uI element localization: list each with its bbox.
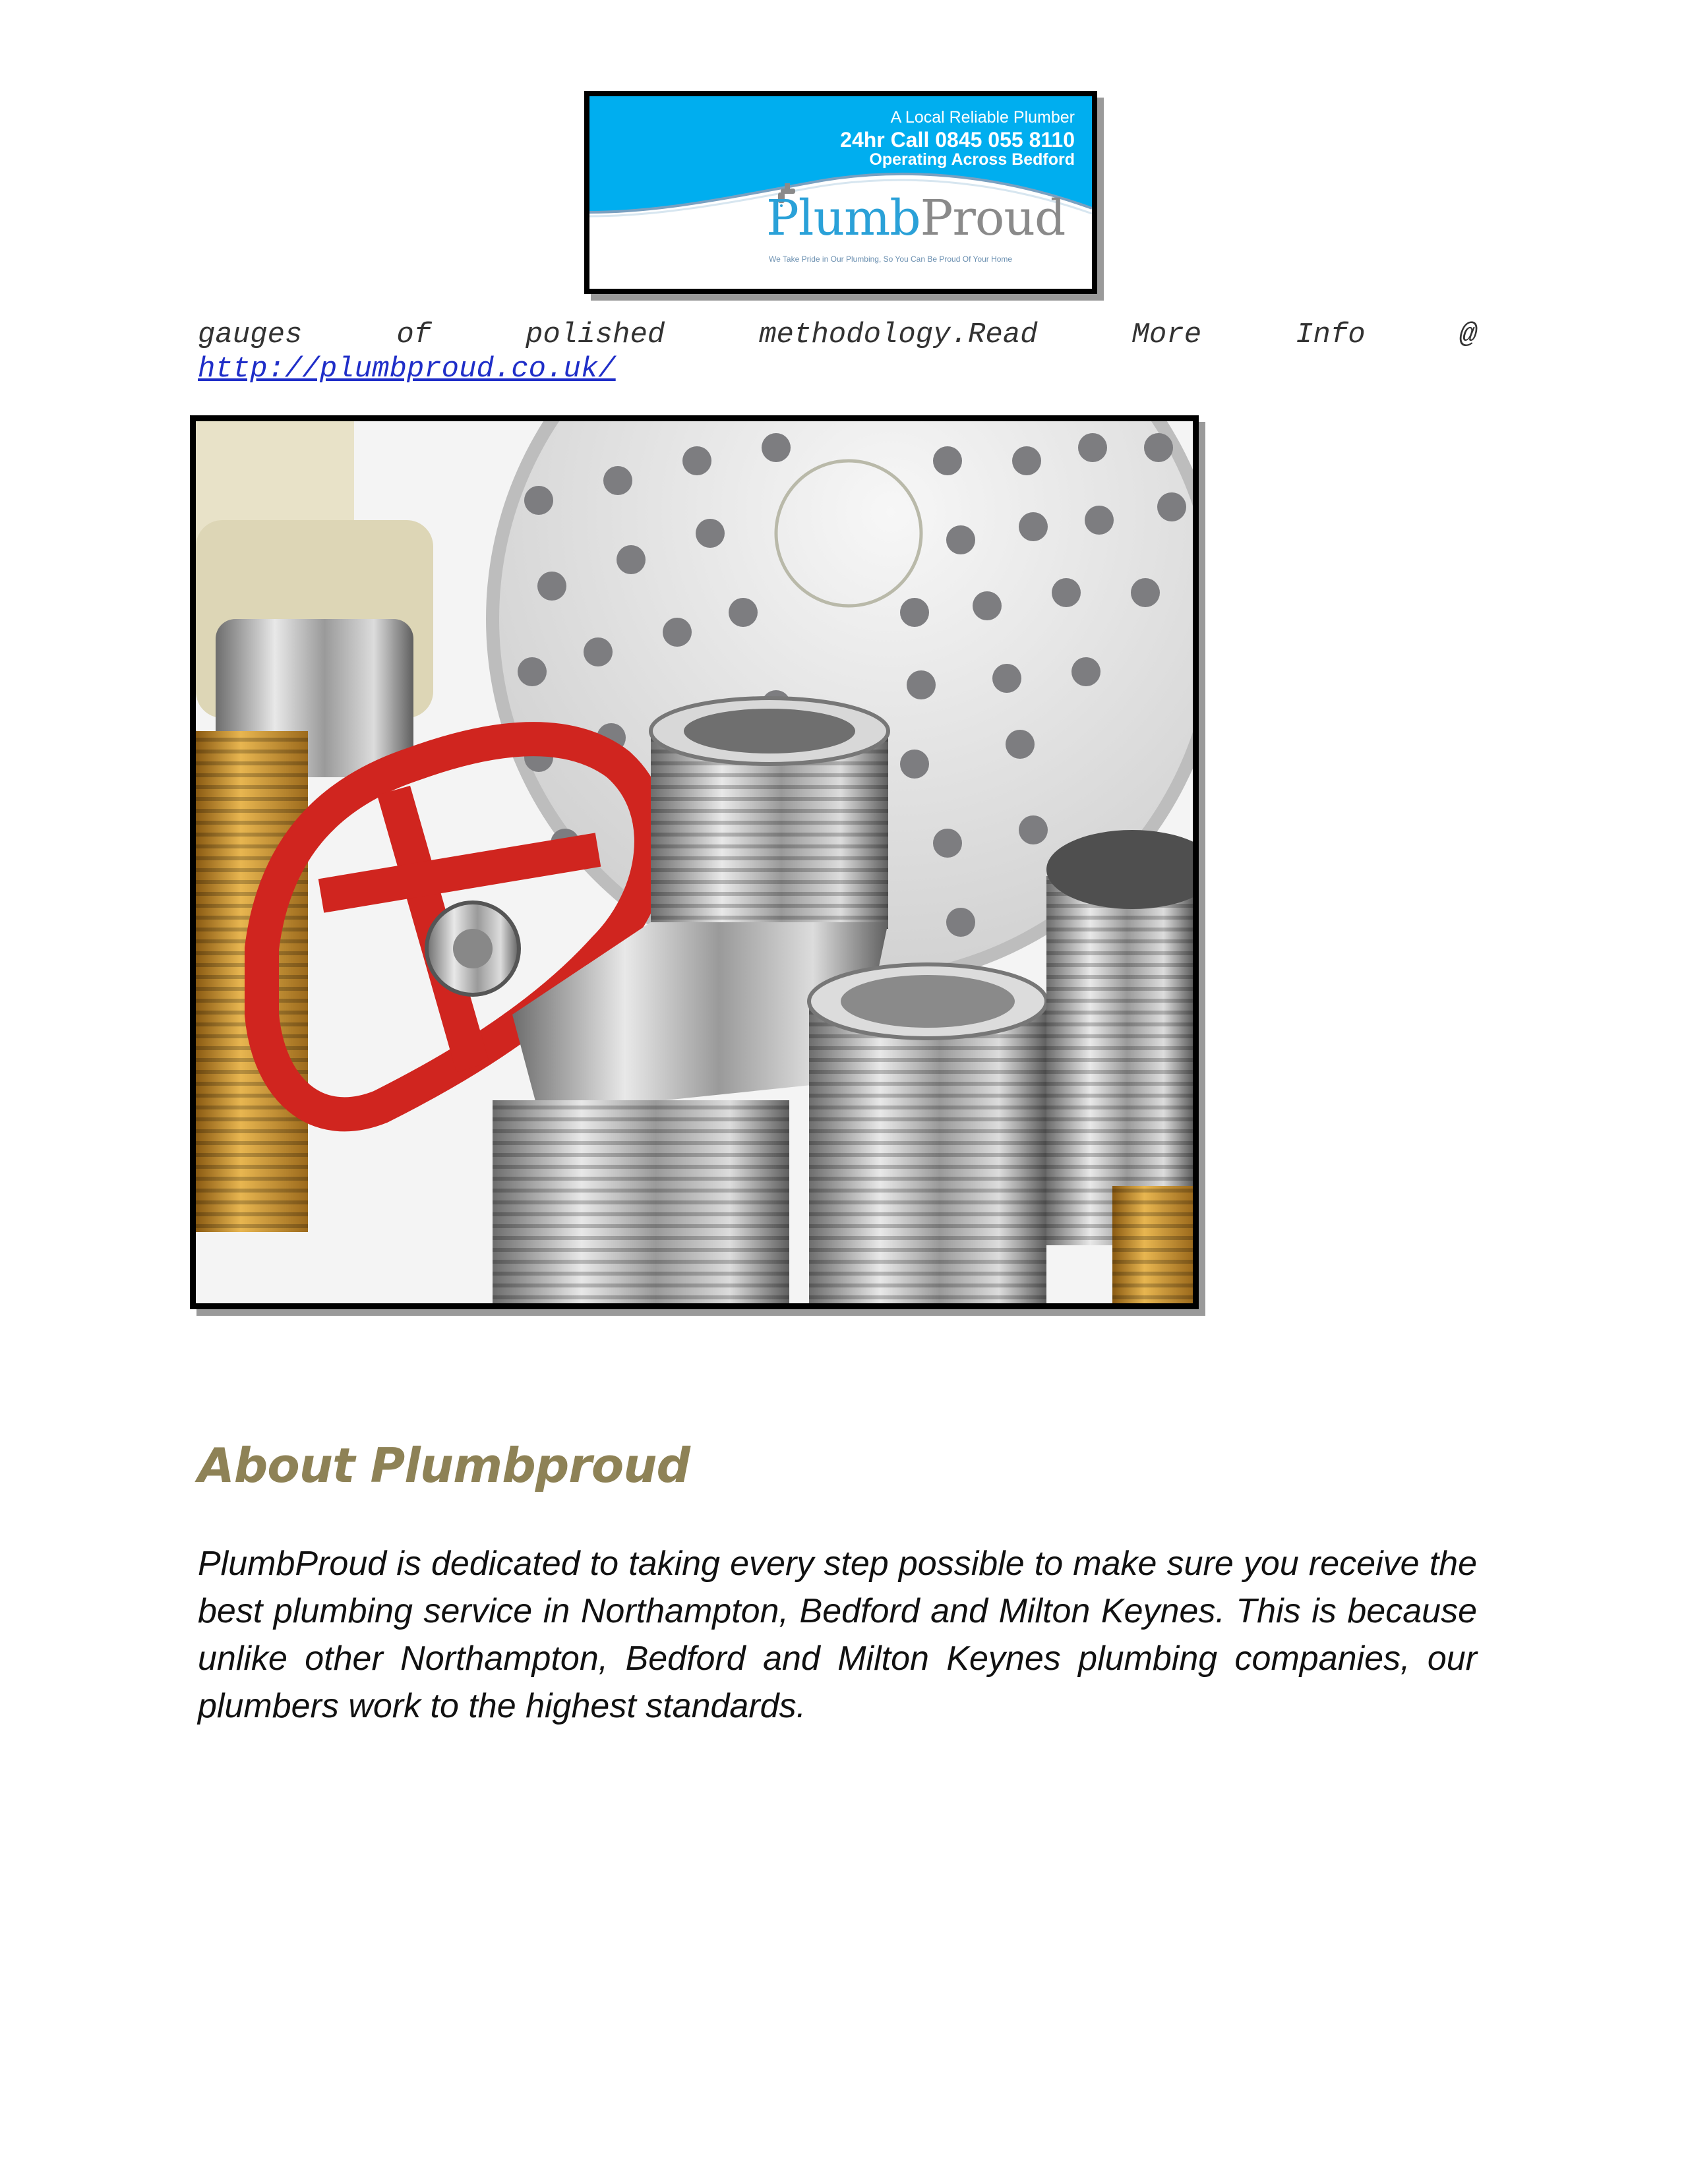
intro-word: polished — [526, 318, 665, 351]
website-link[interactable]: http://plumbproud.co.uk/ — [198, 353, 616, 386]
intro-word: gauges — [198, 318, 303, 351]
about-paragraph: PlumbProud is dedicated to taking every step possible to make sure you receive the best plumbing service in Northampton, Bedford and Milton Keynes. This is because unlike other Northampton, Bedford and Milton Keynes plumbing companies, our plumbers work to the highest standards. — [198, 1545, 1477, 1725]
plumbing-fittings-illustration — [196, 421, 1193, 1303]
brand-name-plumb: Plumb — [766, 190, 920, 247]
plumbproud-logo — [584, 91, 1097, 294]
logo-tagline-1: A Local Reliable Plumber — [890, 108, 1075, 127]
about-heading: About Plumbproud — [198, 1438, 690, 1493]
intro-word: Info — [1296, 318, 1366, 351]
intro-word: More — [1131, 318, 1202, 351]
brand-name — [766, 190, 1066, 247]
intro-line — [198, 318, 1477, 352]
intro-word: @ — [1459, 318, 1477, 351]
logo-tagline-3: Operating Across Bedford — [869, 150, 1075, 169]
intro-word: methodology.Read — [759, 318, 1038, 351]
plumbing-fittings-photo — [190, 415, 1199, 1309]
brand-name-proud: Proud — [920, 190, 1066, 247]
intro-word: of — [396, 318, 432, 351]
logo-slogan: We Take Pride in Our Plumbing, So You Can Be Proud Of Your Home — [769, 254, 1013, 264]
logo-phone-line: 24hr Call 0845 055 8110 — [840, 128, 1075, 152]
